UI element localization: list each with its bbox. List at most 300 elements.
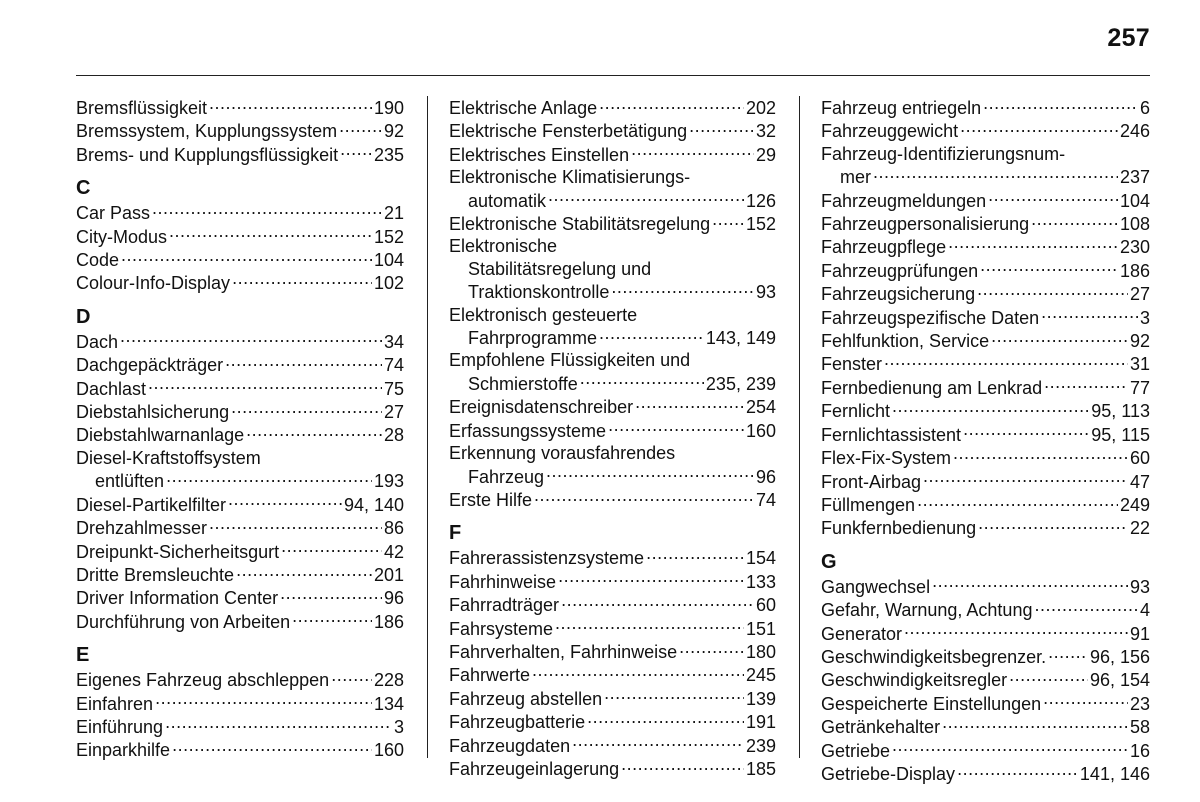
dot-leader — [923, 470, 1128, 488]
entry-term: Einführung — [76, 716, 164, 737]
entry-term: Diesel-Kraftstoffsystem — [76, 447, 261, 468]
entry-line — [76, 225, 404, 248]
dot-leader — [236, 563, 372, 581]
entry-page: 6 — [1139, 98, 1150, 118]
entry-page: 254 — [745, 397, 776, 418]
index-entry — [449, 570, 776, 593]
entry-page: 74 — [383, 355, 404, 376]
entry-page: 28 — [383, 425, 404, 446]
index-entry — [76, 586, 404, 609]
entry-line — [449, 372, 776, 395]
index-column-3 — [821, 96, 1150, 785]
dot-leader — [1009, 668, 1088, 686]
entry-line — [76, 540, 404, 563]
entry-page: 185 — [745, 758, 776, 779]
entry-term-continued: Traktionskontrolle — [468, 282, 610, 303]
entry-page: 96, 154 — [1089, 670, 1150, 691]
entry-term: Drehzahlmesser — [76, 518, 208, 539]
entry-line — [821, 212, 1150, 235]
entry-line — [76, 353, 404, 376]
index-entry — [821, 119, 1150, 142]
entry-page: 235 — [373, 144, 404, 165]
dot-leader — [155, 692, 372, 710]
entry-term-continued: automatik — [468, 190, 547, 211]
entry-line — [821, 493, 1150, 516]
entry-line — [821, 259, 1150, 282]
index-entry — [449, 488, 776, 511]
entry-term: City-Modus — [76, 226, 168, 247]
entry-page: 94, 140 — [343, 494, 404, 515]
dot-leader — [166, 469, 372, 487]
entry-term: Erste Hilfe — [449, 489, 533, 510]
entry-term: Elektronische Klimatisierungs- — [449, 167, 691, 188]
dot-leader — [228, 493, 342, 511]
entry-term: Diesel-Partikelfilter — [76, 494, 227, 515]
index-entry — [76, 143, 404, 166]
entry-page: 230 — [1119, 237, 1150, 258]
entry-line — [821, 692, 1150, 715]
dot-leader — [548, 189, 744, 207]
index-entry — [76, 692, 404, 715]
dot-leader — [331, 668, 372, 686]
entry-page: 134 — [373, 693, 404, 714]
entry-page: 93 — [755, 282, 776, 303]
dot-leader — [209, 516, 382, 534]
index-entry — [449, 687, 776, 710]
entry-page: 22 — [1129, 518, 1150, 539]
entry-page: 4 — [1139, 600, 1150, 621]
entry-page: 237 — [1119, 167, 1150, 188]
entry-term: Car Pass — [76, 203, 151, 224]
index-entry — [821, 376, 1150, 399]
entry-line — [821, 235, 1150, 258]
dot-leader — [646, 546, 744, 564]
entry-term: Brems- und Kupplungsflüssigkeit — [76, 144, 339, 165]
entry-term: Flex-Fix-System — [821, 448, 951, 469]
index-entry — [821, 306, 1150, 329]
index-entry — [76, 516, 404, 539]
dot-leader — [1044, 376, 1128, 394]
index-entry — [821, 235, 1150, 258]
dot-leader — [960, 119, 1118, 137]
entry-term: Fahrzeug-Identifizierungsnum- — [821, 143, 1066, 164]
entry-page: 47 — [1129, 471, 1150, 492]
entry-line — [76, 610, 404, 633]
entry-term: Ereignisdatenschreiber — [449, 397, 634, 418]
entry-page: 186 — [1119, 260, 1150, 281]
entry-line — [76, 119, 404, 142]
entry-line — [449, 570, 776, 593]
entry-term: Elektronische — [449, 236, 558, 257]
entry-page: 152 — [745, 214, 776, 235]
dot-leader — [561, 593, 754, 611]
entry-page: 77 — [1129, 377, 1150, 398]
dot-leader — [152, 201, 382, 219]
entry-page: 60 — [755, 595, 776, 616]
entry-page: 202 — [745, 98, 776, 118]
index-entry — [76, 330, 404, 353]
entry-page: 180 — [745, 641, 776, 662]
entry-page: 60 — [1129, 448, 1150, 469]
dot-leader — [953, 446, 1128, 464]
entry-page: 190 — [373, 98, 404, 118]
entry-page: 246 — [1119, 121, 1150, 142]
index-entry — [449, 143, 776, 166]
entry-term: Fahrzeug entriegeln — [821, 98, 982, 118]
entry-line — [449, 663, 776, 686]
entry-line — [821, 598, 1150, 621]
dot-leader — [679, 640, 744, 658]
entry-term: Colour-Info-Display — [76, 273, 231, 294]
entry-page: 74 — [755, 489, 776, 510]
entry-line — [821, 352, 1150, 375]
dot-leader — [246, 423, 382, 441]
index-entry — [821, 423, 1150, 446]
index-entry — [76, 668, 404, 691]
index-entry — [449, 349, 776, 395]
entry-page: 193 — [373, 471, 404, 492]
entry-term: Fahrzeug abstellen — [449, 688, 603, 709]
index-entry — [821, 446, 1150, 469]
entry-term: Elektrische Anlage — [449, 98, 598, 118]
entry-page: 92 — [383, 121, 404, 142]
entry-line — [76, 469, 404, 492]
index-entry — [76, 447, 404, 493]
entry-page: 27 — [1129, 284, 1150, 305]
entry-line — [449, 640, 776, 663]
entry-page: 3 — [1139, 307, 1150, 328]
entry-line — [449, 143, 776, 166]
index-entry — [76, 377, 404, 400]
entry-line — [821, 446, 1150, 469]
entry-line — [821, 399, 1150, 422]
index-entry — [76, 248, 404, 271]
entry-term-continued: Fahrzeug — [468, 466, 545, 487]
dot-leader — [231, 400, 382, 418]
dot-leader — [948, 235, 1118, 253]
dot-leader — [932, 575, 1128, 593]
dot-leader — [209, 96, 372, 114]
entry-page: 151 — [745, 618, 776, 639]
entry-term-continued: Schmierstoffe — [468, 373, 578, 394]
entry-line — [449, 687, 776, 710]
dot-leader — [635, 395, 744, 413]
index-entry — [449, 593, 776, 616]
index-entry — [821, 493, 1150, 516]
dot-leader — [904, 622, 1128, 640]
index-entry — [821, 575, 1150, 598]
entry-line — [821, 165, 1150, 188]
index-entry — [76, 493, 404, 516]
entry-page: 16 — [1129, 740, 1150, 761]
entry-page: 93 — [1129, 576, 1150, 597]
entry-line — [821, 96, 1150, 119]
entry-page: 104 — [1119, 190, 1150, 211]
dot-leader — [1048, 645, 1088, 663]
index-entry — [821, 739, 1150, 762]
entry-page: 108 — [1119, 214, 1150, 235]
entry-page: 160 — [745, 420, 776, 441]
entry-page: 95, 113 — [1091, 401, 1150, 422]
entry-page: 154 — [745, 548, 776, 569]
entry-page: 235, 239 — [705, 373, 776, 394]
entry-term: Fahrzeugsicherung — [821, 284, 976, 305]
index-entry — [821, 189, 1150, 212]
entry-page: 96 — [755, 466, 776, 487]
index-entry — [821, 470, 1150, 493]
entry-line — [821, 739, 1150, 762]
index-entry — [449, 663, 776, 686]
index-column-2 — [449, 96, 776, 780]
entry-line — [76, 96, 404, 119]
dot-leader — [1034, 598, 1138, 616]
index-entry — [76, 400, 404, 423]
dot-leader — [292, 610, 372, 628]
entry-page: 152 — [373, 226, 404, 247]
entry-page: 239 — [745, 735, 776, 756]
entry-term: Fahrerassistenzsysteme — [449, 548, 645, 569]
dot-leader — [172, 738, 372, 756]
entry-term: Fahrverhalten, Fahrhinweise — [449, 641, 678, 662]
entry-line — [76, 377, 404, 400]
entry-line — [449, 326, 776, 349]
entry-term: Diebstahlwarnanlage — [76, 425, 245, 446]
dot-leader — [534, 488, 754, 506]
entry-page: 186 — [373, 611, 404, 632]
entry-page: 32 — [755, 121, 776, 142]
dot-leader — [631, 143, 754, 161]
index-entry — [449, 734, 776, 757]
entry-page: 21 — [383, 203, 404, 224]
index-entry — [821, 399, 1150, 422]
entry-line — [76, 271, 404, 294]
entry-line — [821, 329, 1150, 352]
dot-leader — [148, 377, 382, 395]
index-entry — [76, 563, 404, 586]
entry-term: Fernlichtassistent — [821, 424, 962, 445]
entry-term: Dach — [76, 331, 119, 352]
index-entry — [449, 710, 776, 733]
entry-term: Getriebe-Display — [821, 763, 956, 784]
dot-leader — [977, 282, 1128, 300]
section-letter: C — [76, 177, 91, 200]
dot-leader — [604, 687, 744, 705]
entry-term: Fahrzeugspezifische Daten — [821, 307, 1040, 328]
entry-page: 201 — [373, 564, 404, 585]
index-entry — [449, 119, 776, 142]
entry-line — [76, 668, 404, 691]
entry-term: Fehlfunktion, Service — [821, 331, 990, 352]
entry-line — [76, 738, 404, 761]
entry-term: Driver Information Center — [76, 588, 279, 609]
index-entry — [76, 738, 404, 761]
entry-page: 86 — [383, 518, 404, 539]
entry-term: Elektronisch gesteuerte — [449, 304, 638, 325]
dot-leader — [611, 280, 754, 298]
dot-leader — [1031, 212, 1118, 230]
entry-term: Fahrzeugpflege — [821, 237, 947, 258]
entry-line — [821, 423, 1150, 446]
dot-leader — [957, 762, 1078, 780]
entry-term: Generator — [821, 623, 903, 644]
entry-line — [449, 212, 776, 235]
entry-term: Empfohlene Flüssigkeiten und — [449, 350, 691, 371]
entry-page: 126 — [745, 190, 776, 211]
entry-line — [76, 493, 404, 516]
index-entry — [449, 235, 776, 303]
entry-page: 42 — [383, 541, 404, 562]
entry-line — [449, 593, 776, 616]
index-entry — [821, 692, 1150, 715]
index-entry — [821, 329, 1150, 352]
entry-line — [449, 734, 776, 757]
entry-term: Fahrzeugeinlagerung — [449, 758, 620, 779]
dot-leader — [599, 326, 704, 344]
dot-leader — [608, 419, 744, 437]
index-entry — [76, 271, 404, 294]
entry-term: Fahrzeugdaten — [449, 735, 571, 756]
dot-leader — [689, 119, 754, 137]
entry-term: Fahrzeugbatterie — [449, 712, 586, 733]
index-entry — [821, 96, 1150, 119]
entry-term-continued: mer — [840, 167, 871, 188]
dot-leader — [942, 715, 1128, 733]
dot-leader — [892, 739, 1128, 757]
entry-page: 191 — [745, 712, 776, 733]
entry-page: 29 — [755, 144, 776, 165]
index-entry — [76, 353, 404, 376]
index-entry — [76, 119, 404, 142]
dot-leader — [120, 330, 382, 348]
index-entry — [821, 259, 1150, 282]
dot-leader — [599, 96, 744, 114]
dot-leader — [340, 143, 372, 161]
entry-term: Fahrhinweise — [449, 571, 557, 592]
entry-term: Bremsflüssigkeit — [76, 98, 208, 118]
entry-term: Einfahren — [76, 693, 154, 714]
entry-line — [76, 715, 404, 738]
entry-line — [449, 465, 776, 488]
dot-leader — [121, 248, 372, 266]
dot-leader — [232, 271, 372, 289]
entry-term: Eigenes Fahrzeug abschleppen — [76, 670, 330, 691]
index-entry — [821, 282, 1150, 305]
entry-line — [449, 757, 776, 780]
page-number: 257 — [1107, 24, 1150, 52]
dot-leader — [978, 516, 1128, 534]
entry-line — [821, 645, 1150, 668]
entry-term: Elektrische Fensterbetätigung — [449, 121, 688, 142]
entry-line — [821, 715, 1150, 738]
index-entry — [76, 423, 404, 446]
index-entry — [449, 757, 776, 780]
dot-leader — [892, 399, 1089, 417]
index-entry — [76, 540, 404, 563]
entry-page: 139 — [745, 688, 776, 709]
index-entry — [449, 96, 776, 119]
entry-page: 102 — [373, 273, 404, 294]
section-letter: F — [449, 522, 462, 545]
entry-line — [76, 400, 404, 423]
dot-leader — [587, 710, 744, 728]
entry-term: Fahrwerte — [449, 665, 531, 686]
entry-line — [449, 96, 776, 119]
entry-term: Erfassungssysteme — [449, 420, 607, 441]
dot-leader — [873, 165, 1118, 183]
entry-page: 75 — [383, 378, 404, 399]
entry-line — [449, 488, 776, 511]
entry-line — [821, 119, 1150, 142]
entry-page: 143, 149 — [705, 328, 776, 349]
dot-leader — [621, 757, 744, 775]
entry-page: 249 — [1119, 494, 1150, 515]
entry-page: 3 — [393, 716, 404, 737]
entry-term: Durchführung von Arbeiten — [76, 611, 291, 632]
section-letter: E — [76, 644, 90, 667]
entry-term: Dreipunkt-Sicherheitsgurt — [76, 541, 280, 562]
entry-line — [76, 248, 404, 271]
index-column-1 — [76, 96, 404, 762]
entry-term: Dachgepäckträger — [76, 355, 224, 376]
index-entry — [76, 201, 404, 224]
entry-term: Bremssystem, Kupplungssystem — [76, 121, 338, 142]
entry-term: Einparkhilfe — [76, 740, 171, 761]
entry-term: Gespeicherte Einstellungen — [821, 693, 1042, 714]
dot-leader — [165, 715, 392, 733]
dot-leader — [339, 119, 382, 137]
entry-term: Fahrsysteme — [449, 618, 554, 639]
entry-page: 96, 156 — [1089, 646, 1150, 667]
entry-term: Fahrzeugmeldungen — [821, 190, 987, 211]
entry-page: 133 — [745, 571, 776, 592]
dot-leader — [712, 212, 744, 230]
entry-page: 96 — [383, 588, 404, 609]
entry-term: Dachlast — [76, 378, 147, 399]
entry-term: Füllmengen — [821, 494, 916, 515]
dot-leader — [225, 353, 382, 371]
entry-line — [449, 189, 776, 212]
index-entry — [821, 352, 1150, 375]
index-entry — [821, 762, 1150, 785]
entry-line — [821, 376, 1150, 399]
entry-term: Fahrzeugpersonalisierung — [821, 214, 1030, 235]
index-entry — [821, 143, 1150, 189]
dot-leader — [580, 372, 704, 390]
entry-page: 228 — [373, 670, 404, 691]
dot-leader — [558, 570, 744, 588]
entry-term: Getränkehalter — [821, 717, 941, 738]
entry-line — [821, 516, 1150, 539]
dot-leader — [983, 96, 1138, 114]
dot-leader — [532, 663, 744, 681]
entry-line — [76, 516, 404, 539]
index-entry — [76, 715, 404, 738]
dot-leader — [555, 617, 744, 635]
index-entry — [449, 212, 776, 235]
index-entry — [821, 212, 1150, 235]
entry-page: 58 — [1129, 717, 1150, 738]
entry-term-continued: entlüften — [95, 471, 165, 492]
entry-page: 160 — [373, 740, 404, 761]
entry-page: 34 — [383, 331, 404, 352]
entry-line — [76, 201, 404, 224]
entry-term: Fernlicht — [821, 401, 891, 422]
entry-line — [821, 622, 1150, 645]
entry-line — [821, 189, 1150, 212]
dot-leader — [546, 465, 754, 483]
entry-term: Geschwindigkeitsregler — [821, 670, 1008, 691]
index-entry — [449, 640, 776, 663]
